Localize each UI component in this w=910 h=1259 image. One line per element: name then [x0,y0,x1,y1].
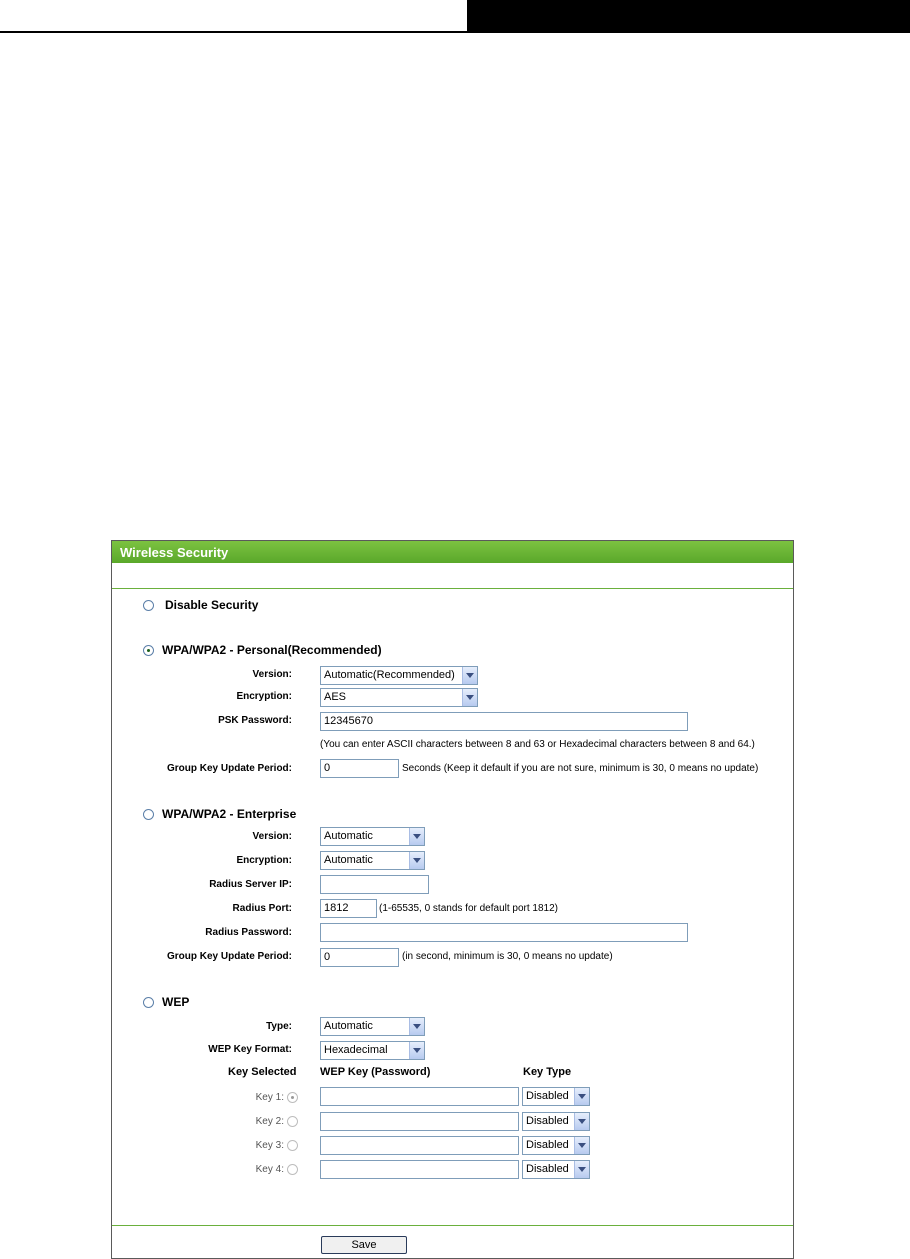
chevron-down-icon [409,1042,424,1059]
panel-titlebar [112,541,793,563]
key-1-input[interactable] [320,1087,519,1106]
psk-password-label: PSK Password: [218,715,292,726]
chevron-down-icon [409,828,424,845]
key-1-type-select[interactable]: Disabled [522,1087,590,1106]
key-4-type-select[interactable]: Disabled [522,1160,590,1179]
radius-port-label: Radius Port: [232,903,292,914]
chevron-down-icon [574,1161,589,1178]
radius-server-ip-label: Radius Server IP: [209,879,292,890]
enterprise-gkup-hint: (in second, minimum is 30, 0 means no update) [402,951,613,962]
personal-version-select[interactable]: Automatic(Recommended) [320,666,478,685]
wep-title: WEP [162,995,190,1009]
key-2-radio[interactable] [287,1116,298,1127]
key-3-radio[interactable] [287,1140,298,1151]
key-selected-header: Key Selected [228,1066,297,1078]
disable-security-radio[interactable] [143,600,154,611]
key-type-header: Key Type [523,1066,572,1078]
enterprise-encryption-label: Encryption: [236,855,292,866]
key-4-label: Key 4: [255,1164,284,1175]
chevron-down-icon [574,1113,589,1130]
document-header-bar [467,0,910,32]
key-1-radio[interactable] [287,1092,298,1103]
enterprise-radio[interactable] [143,809,154,820]
wep-key-header: WEP Key (Password) [320,1066,431,1078]
enterprise-title: WPA/WPA2 - Enterprise [162,807,297,821]
document-header-rule [0,31,910,33]
save-button[interactable]: Save [321,1236,407,1254]
personal-title: WPA/WPA2 - Personal(Recommended) [162,643,382,657]
wep-type-label: Type: [266,1021,292,1032]
top-divider [112,588,793,589]
wep-key-format-select[interactable]: Hexadecimal [320,1041,425,1060]
wep-key-format-label: WEP Key Format: [208,1044,292,1055]
personal-version-label: Version: [252,669,292,680]
psk-password-hint: (You can enter ASCII characters between 8 and 63 or Hexadecimal characters between 8 and 64.) [320,739,755,750]
radius-server-ip-input[interactable] [320,875,429,894]
personal-radio[interactable] [143,645,154,656]
personal-gkup-label: Group Key Update Period: [166,763,292,774]
radius-password-input[interactable] [320,923,688,942]
chevron-down-icon [574,1088,589,1105]
chevron-down-icon [462,689,477,706]
key-3-label: Key 3: [255,1140,284,1151]
panel-title: Wireless Security [120,545,229,560]
radius-port-input[interactable]: 1812 [320,899,377,918]
wep-type-select[interactable]: Automatic [320,1017,425,1036]
key-3-input[interactable] [320,1136,519,1155]
chevron-down-icon [574,1137,589,1154]
disable-security-label: Disable Security [165,598,259,612]
personal-encryption-label: Encryption: [236,691,292,702]
key-1-label: Key 1: [255,1092,284,1103]
wireless-security-panel [111,540,794,1259]
enterprise-encryption-select[interactable]: Automatic [320,851,425,870]
radius-port-hint: (1-65535, 0 stands for default port 1812) [379,903,559,914]
chevron-down-icon [409,852,424,869]
key-4-radio[interactable] [287,1164,298,1175]
bottom-divider [112,1225,793,1226]
enterprise-gkup-label: Group Key Update Period: [166,951,292,962]
enterprise-version-label: Version: [252,831,292,842]
key-2-input[interactable] [320,1112,519,1131]
radius-password-label: Radius Password: [205,927,292,938]
key-4-input[interactable] [320,1160,519,1179]
key-3-type-select[interactable]: Disabled [522,1136,590,1155]
key-2-type-select[interactable]: Disabled [522,1112,590,1131]
chevron-down-icon [462,667,477,684]
psk-password-input[interactable]: 12345670 [320,712,688,731]
personal-encryption-select[interactable]: AES [320,688,478,707]
personal-gkup-hint: Seconds (Keep it default if you are not sure, minimum is 30, 0 means no update) [402,763,759,774]
enterprise-version-select[interactable]: Automatic [320,827,425,846]
personal-gkup-input[interactable]: 0 [320,759,399,778]
key-2-label: Key 2: [255,1116,284,1127]
enterprise-gkup-input[interactable]: 0 [320,948,399,967]
chevron-down-icon [409,1018,424,1035]
wep-radio[interactable] [143,997,154,1008]
